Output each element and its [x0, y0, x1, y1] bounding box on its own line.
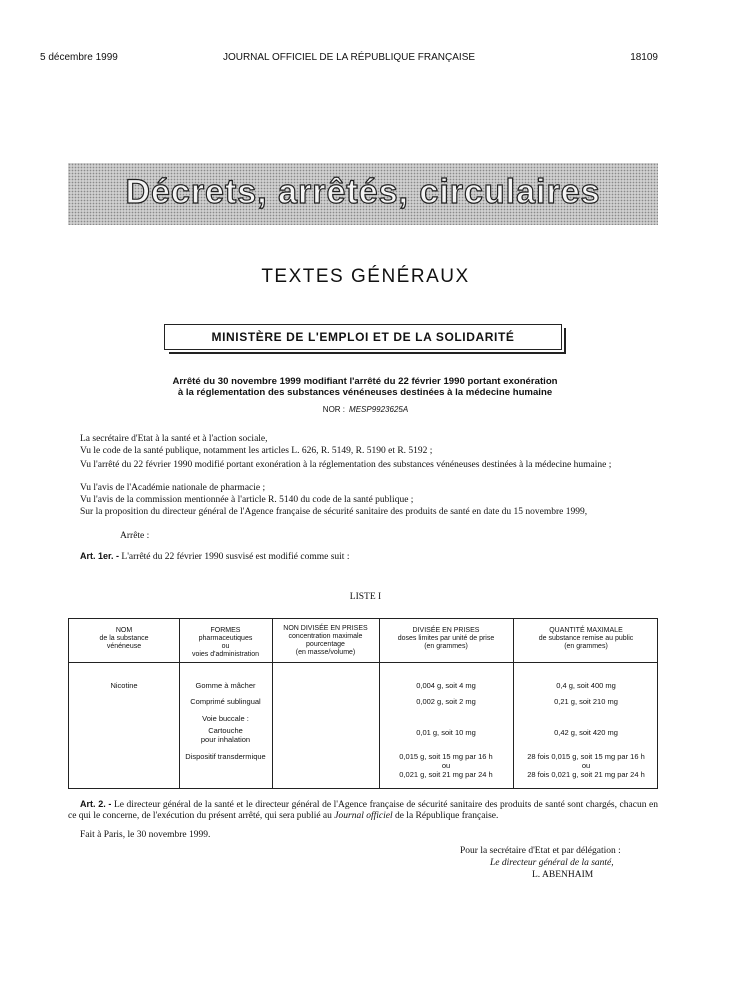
signature-name: L. ABENHAIM	[532, 870, 594, 880]
arrete-title	[100, 376, 630, 398]
article-1	[68, 551, 658, 563]
ministry-box	[164, 324, 562, 350]
header-journal-title: JOURNAL OFFICIEL DE LA RÉPUBLIQUE FRANÇAISE	[222, 52, 476, 63]
visa-5: Vu l'avis de la commission mentionnée à l'article R. 5140 du code de la santé publique ;	[80, 495, 414, 505]
arrete-title-line2: à la réglementation des substances vénéneuses destinées à la médecine humaine	[177, 387, 553, 398]
cell-quantite-2: 0,21 g, soit 210 mg	[554, 697, 618, 706]
visa-6: Sur la proposition du directeur général de l'Agence française de sécurité sanitaire des produits de santé en date du 15 novembre 1999,	[80, 507, 588, 517]
cell-forme-2: Comprimé sublingual	[190, 697, 261, 706]
banner-title: Décrets, arrêtés, circulaires	[125, 173, 601, 211]
header-quantite: QUANTITÉ MAXIMALE de substance remise au public (en grammes)	[538, 627, 634, 650]
header-page-number: 18109	[630, 52, 658, 63]
signature-line1: Pour la secrétaire d'Etat et par délégation :	[460, 846, 621, 856]
nor-label: NOR :	[322, 405, 346, 414]
section-banner	[68, 163, 658, 225]
cell-forme-3: Voie buccale :	[202, 714, 249, 723]
header-nom: NOM de la substance vénéneuse	[99, 627, 149, 650]
visa-4: Vu l'avis de l'Académie nationale de pharmacie ;	[80, 483, 266, 493]
cell-divisee-4: 0,01 g, soit 10 mg	[416, 728, 476, 737]
nor-reference	[0, 405, 731, 414]
cell-divisee-2: 0,002 g, soit 2 mg	[416, 697, 476, 706]
article-2: Art. 2. - Le directeur général de la santé et le directeur général de l'Agence française de sécurité sanitaire des produits de santé sont chargés, chacun en ce qui le concerne, de l'exécution du présent arrêté, qui sera publié au Journal officiel de la République française.	[68, 799, 658, 821]
article-1-text: L'arrêté du 22 février 1990 susvisé est modifié comme suit :	[121, 552, 350, 562]
article-1-label: Art. 1er. -	[80, 551, 120, 561]
cell-quantite-5: 28 fois 0,015 g, soit 15 mg par 16 h ou 28 fois 0,021 g, soit 21 mg par 24 h	[527, 752, 645, 779]
signature-line2: Le directeur général de la santé,	[490, 858, 614, 868]
header-formes: FORMES pharmaceutiques ou voies d'administration	[191, 627, 260, 658]
substance-table	[68, 618, 658, 789]
cell-forme-1: Gomme à mâcher	[195, 681, 256, 690]
cell-divisee-5: 0,015 g, soit 15 mg par 16 h ou 0,021 g, soit 21 mg par 24 h	[399, 752, 493, 779]
cell-forme-5: Dispositif transdermique	[185, 752, 266, 761]
header-non-divisee: NON DIVISÉE EN PRISES concentration maximale pourcentage (en masse/volume)	[283, 625, 368, 656]
header-date: 5 décembre 1999	[40, 52, 118, 63]
cell-divisee-1: 0,004 g, soit 4 mg	[416, 681, 476, 690]
cell-forme-4: Cartouche pour inhalation	[200, 726, 251, 744]
article-2-label: Art. 2. -	[80, 799, 112, 809]
cell-substance: Nicotine	[110, 681, 138, 690]
visa-2: Vu le code de la santé publique, notamment les articles L. 626, R. 5149, R. 5190 et R. 5192 ;	[80, 446, 433, 456]
ministry-name: MINISTÈRE DE L'EMPLOI ET DE LA SOLIDARITÉ	[211, 330, 515, 344]
visa-3: Vu l'arrêté du 22 février 1990 modifié portant exonération à la réglementation des substances vénéneuses destinées à la médecine humaine ;	[80, 460, 612, 470]
nor-value: MESP9923625A	[349, 405, 409, 414]
liste-title: LISTE I	[349, 592, 382, 602]
arrete-title-line1: Arrêté du 30 novembre 1999 modifiant l'arrêté du 22 février 1990 portant exonération	[172, 376, 558, 387]
arrete-word: Arrête :	[120, 531, 150, 541]
cell-quantite-4: 0,42 g, soit 420 mg	[554, 728, 618, 737]
visa-1: La secrétaire d'Etat à la santé et à l'action sociale,	[80, 434, 268, 444]
fait-a-paris: Fait à Paris, le 30 novembre 1999.	[80, 830, 211, 840]
header-divisee: DIVISÉE EN PRISES doses limites par unité de prise (en grammes)	[397, 627, 495, 650]
cell-quantite-1: 0,4 g, soit 400 mg	[556, 681, 616, 690]
section-title: TEXTES GÉNÉRAUX	[261, 266, 470, 287]
